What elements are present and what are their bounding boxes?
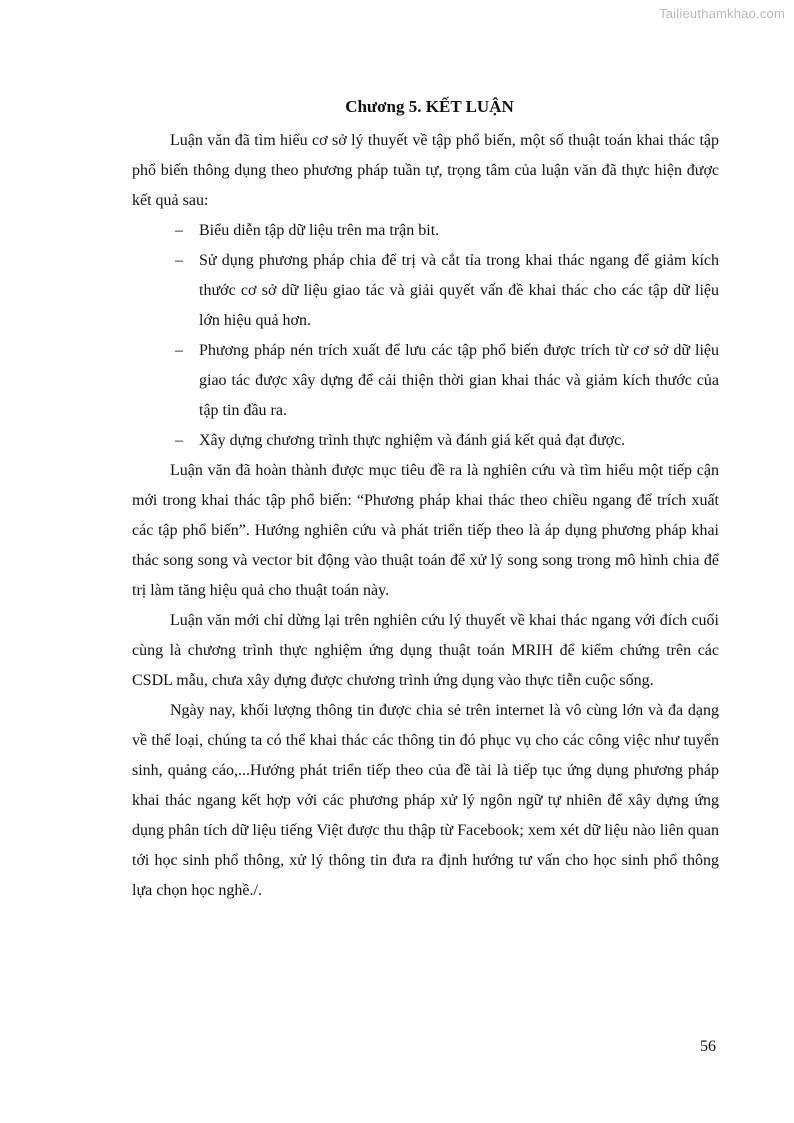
body-paragraph: Luận văn đã hoàn thành được mục tiêu đề ra là nghiên cứu và tìm hiểu một tiếp cận mới trong khai thác tập phổ biến: “Phương pháp khai thác theo chiều ngang để trích xuất các tập phổ biến”. Hướng nghiên cứu và phát triển tiếp theo là áp dụng phương pháp khai thác song song và vector bit động vào thuật toán để xử lý song song trong mô hình chia để trị làm tăng hiệu quả cho thuật toán này. — [132, 462, 719, 599]
list-item — [132, 336, 719, 426]
list-item — [132, 246, 719, 336]
results-list — [132, 216, 719, 456]
list-item-text: Biểu diễn tập dữ liệu trên ma trận bit. — [199, 222, 440, 239]
dash-bullet-icon: – — [175, 432, 183, 449]
watermark: Tailieuthamkhao.com — [659, 6, 785, 21]
list-item — [132, 426, 719, 456]
chapter-title: Chương 5. KẾT LUẬN — [345, 97, 514, 116]
dash-bullet-icon: – — [175, 222, 183, 239]
list-item-text: Xây dựng chương trình thực nghiệm và đánh giá kết quả đạt được. — [199, 432, 626, 449]
body-paragraph: Luận văn mới chỉ dừng lại trên nghiên cứu lý thuyết về khai thác ngang với đích cuối cùng là chương trình thực nghiệm ứng dụng thuật toán MRIH để kiểm chứng trên các CSDL mẫu, chưa xây dựng được chương trình ứng dụng vào thực tiễn cuộc sống. — [132, 612, 719, 689]
list-item — [132, 216, 719, 246]
intro-paragraph: Luận văn đã tìm hiểu cơ sở lý thuyết về tập phổ biến, một số thuật toán khai thác tập phổ biến thông dụng theo phương pháp tuần tự, trọng tâm của luận văn đã thực hiện được kết quả sau: — [132, 132, 719, 209]
list-item-text: Sử dụng phương pháp chia để trị và cắt tỉa trong khai thác ngang để giảm kích thước cơ sở dữ liệu giao tác và giải quyết vấn đề khai thác cho các tập dữ liệu lớn hiệu quả hơn. — [199, 252, 719, 329]
page-number: 56 — [700, 1038, 716, 1055]
dash-bullet-icon: – — [175, 252, 183, 269]
dash-bullet-icon: – — [175, 342, 183, 359]
page-body — [132, 92, 719, 906]
body-paragraph: Ngày nay, khối lượng thông tin được chia sẻ trên internet là vô cùng lớn và đa dạng về thể loại, chúng ta có thể khai thác các thông tin đó phục vụ cho các công việc như tuyển sinh, quảng cáo,...Hướng phát triển tiếp theo của đề tài là tiếp tục ứng dụng phương pháp khai thác ngang kết hợp với các phương pháp xử lý ngôn ngữ tự nhiên để xây dựng ứng dụng phân tích dữ liệu tiếng Việt được thu thập từ Facebook; xem xét dữ liệu nào liên quan tới học sinh phổ thông, xử lý thông tin đưa ra định hướng tư vấn cho học sinh phổ thông lựa chọn học nghề./. — [132, 702, 719, 899]
list-item-text: Phương pháp nén trích xuất để lưu các tập phổ biến được trích từ cơ sở dữ liệu giao tác được xây dựng để cải thiện thời gian khai thác và giảm kích thước của tập tin đầu ra. — [199, 342, 719, 419]
